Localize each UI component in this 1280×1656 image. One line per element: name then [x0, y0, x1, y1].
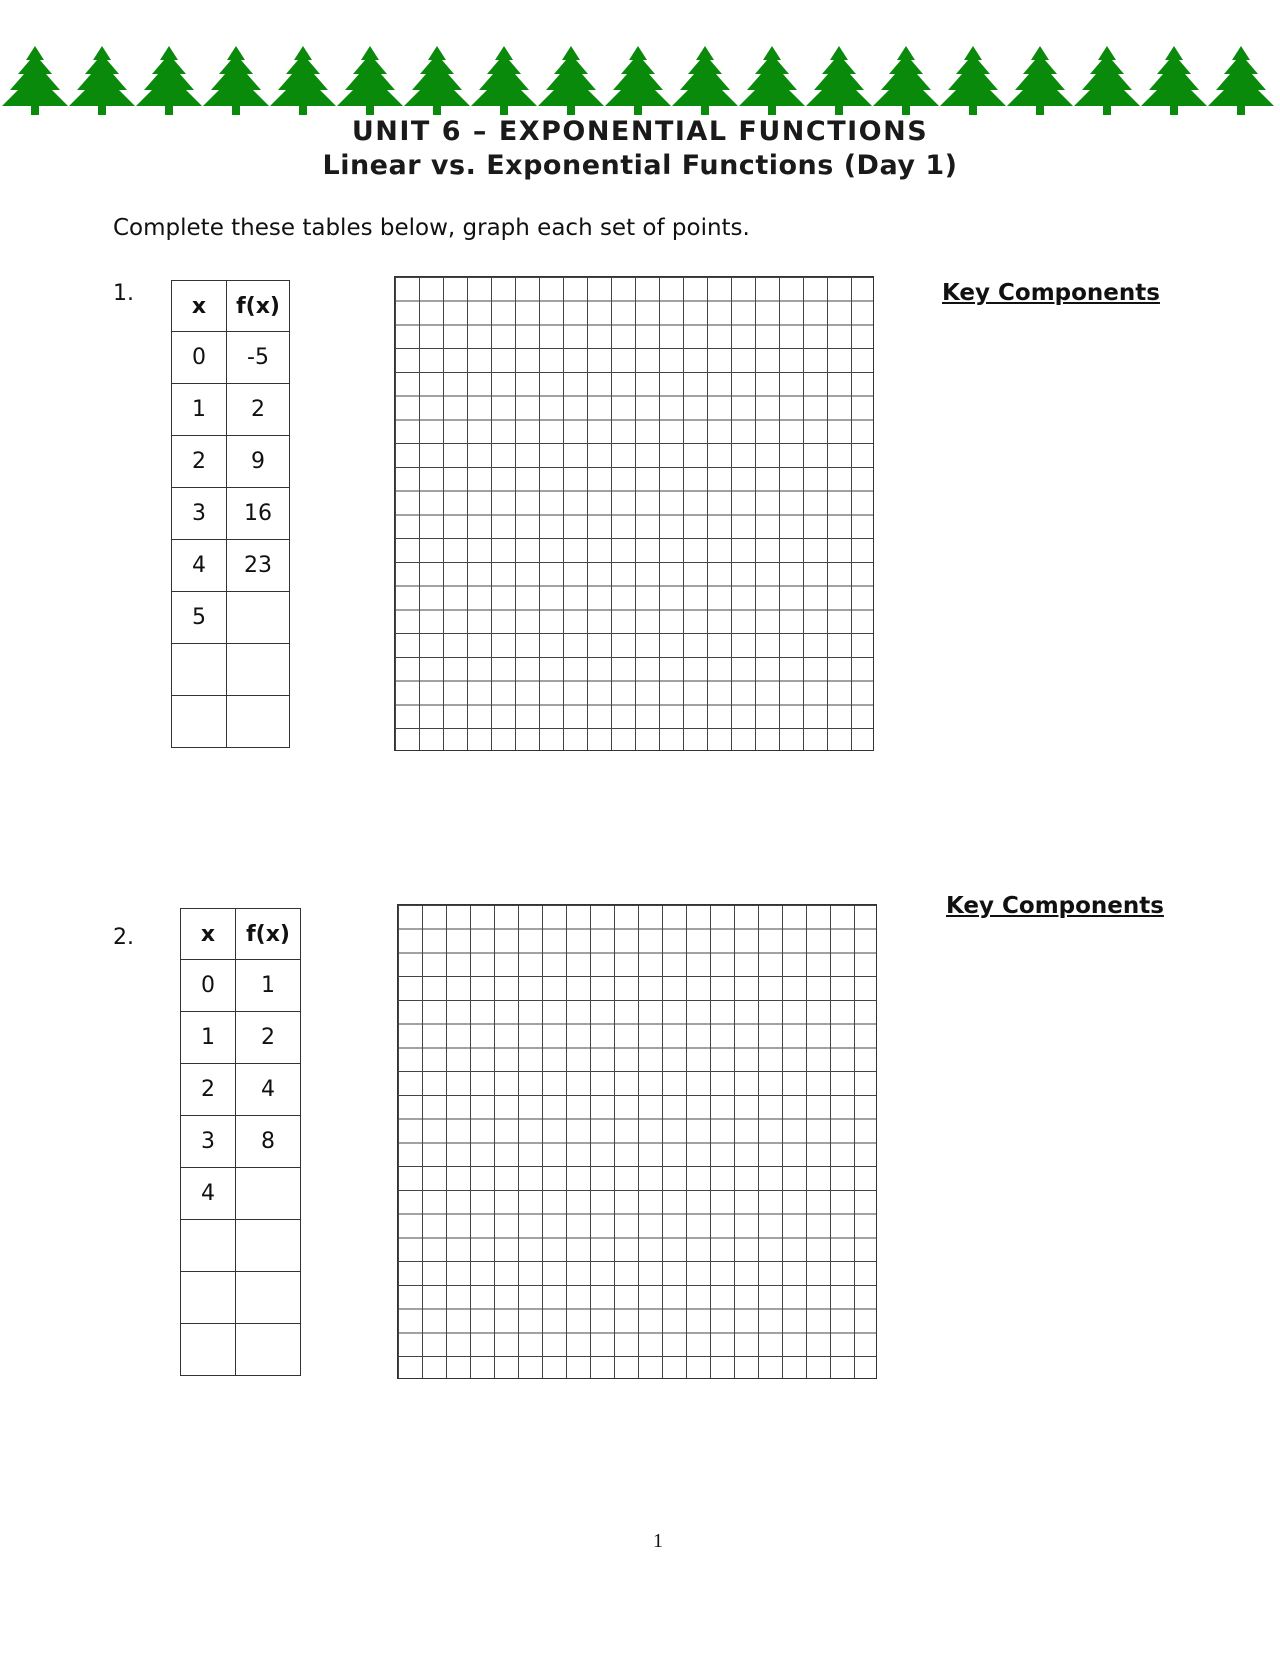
- fx-cell[interactable]: [236, 1272, 301, 1324]
- x-cell[interactable]: 2: [172, 436, 227, 488]
- fx-cell[interactable]: 1: [236, 960, 301, 1012]
- pine-tree-icon: [670, 44, 740, 116]
- fx-cell[interactable]: 4: [236, 1064, 301, 1116]
- x-header: x: [181, 909, 236, 960]
- x-cell[interactable]: [172, 644, 227, 696]
- pine-tree-icon: [1206, 44, 1276, 116]
- x-cell[interactable]: 1: [172, 384, 227, 436]
- problem-2-key-components: Key Components: [946, 893, 1164, 919]
- pine-tree-icon: [938, 44, 1008, 116]
- fx-cell[interactable]: 16: [227, 488, 290, 540]
- x-cell[interactable]: [172, 696, 227, 748]
- page-title: UNIT 6 – EXPONENTIAL FUNCTIONS: [351, 116, 929, 147]
- x-cell[interactable]: 3: [172, 488, 227, 540]
- pine-tree-icon: [201, 44, 271, 116]
- x-cell[interactable]: 0: [172, 332, 227, 384]
- tree-border: [0, 44, 1280, 116]
- fx-cell[interactable]: 9: [227, 436, 290, 488]
- fx-cell[interactable]: [236, 1220, 301, 1272]
- pine-tree-icon: [402, 44, 472, 116]
- page-subtitle: Linear vs. Exponential Functions (Day 1): [322, 150, 958, 181]
- problem-1-key-components: Key Components: [942, 280, 1160, 306]
- fx-cell[interactable]: [227, 696, 290, 748]
- fx-cell[interactable]: [227, 592, 290, 644]
- fx-cell[interactable]: 8: [236, 1116, 301, 1168]
- problem-1-number: 1.: [113, 281, 134, 306]
- x-cell[interactable]: 2: [181, 1064, 236, 1116]
- pine-tree-icon: [536, 44, 606, 116]
- fx-cell[interactable]: [236, 1324, 301, 1376]
- pine-tree-icon: [1005, 44, 1075, 116]
- problem-1-table: [171, 280, 290, 748]
- x-cell[interactable]: 5: [172, 592, 227, 644]
- x-cell[interactable]: 4: [181, 1168, 236, 1220]
- x-cell[interactable]: 1: [181, 1012, 236, 1064]
- problem-2-table: [180, 908, 301, 1376]
- x-cell[interactable]: [181, 1324, 236, 1376]
- x-cell[interactable]: 0: [181, 960, 236, 1012]
- fx-cell[interactable]: [236, 1168, 301, 1220]
- fx-cell[interactable]: -5: [227, 332, 290, 384]
- pine-tree-icon: [469, 44, 539, 116]
- x-cell[interactable]: 4: [172, 540, 227, 592]
- pine-tree-icon: [1139, 44, 1209, 116]
- pine-tree-icon: [603, 44, 673, 116]
- problem-1-graph-grid[interactable]: [394, 276, 874, 751]
- x-cell[interactable]: 3: [181, 1116, 236, 1168]
- fx-cell[interactable]: [227, 644, 290, 696]
- page-number: 1: [653, 1530, 663, 1552]
- x-header: x: [172, 281, 227, 332]
- instructions: Complete these tables below, graph each set of points.: [113, 215, 750, 241]
- fx-cell[interactable]: 23: [227, 540, 290, 592]
- problem-2-graph-grid[interactable]: [397, 904, 877, 1379]
- pine-tree-icon: [335, 44, 405, 116]
- pine-tree-icon: [1072, 44, 1142, 116]
- fx-cell[interactable]: 2: [227, 384, 290, 436]
- x-cell[interactable]: [181, 1272, 236, 1324]
- pine-tree-icon: [134, 44, 204, 116]
- pine-tree-icon: [871, 44, 941, 116]
- pine-tree-icon: [268, 44, 338, 116]
- problem-2-number: 2.: [113, 925, 134, 950]
- pine-tree-icon: [67, 44, 137, 116]
- pine-tree-icon: [0, 44, 70, 116]
- x-cell[interactable]: [181, 1220, 236, 1272]
- pine-tree-icon: [737, 44, 807, 116]
- pine-tree-icon: [804, 44, 874, 116]
- fx-header: f(x): [227, 281, 290, 332]
- fx-cell[interactable]: 2: [236, 1012, 301, 1064]
- fx-header: f(x): [236, 909, 301, 960]
